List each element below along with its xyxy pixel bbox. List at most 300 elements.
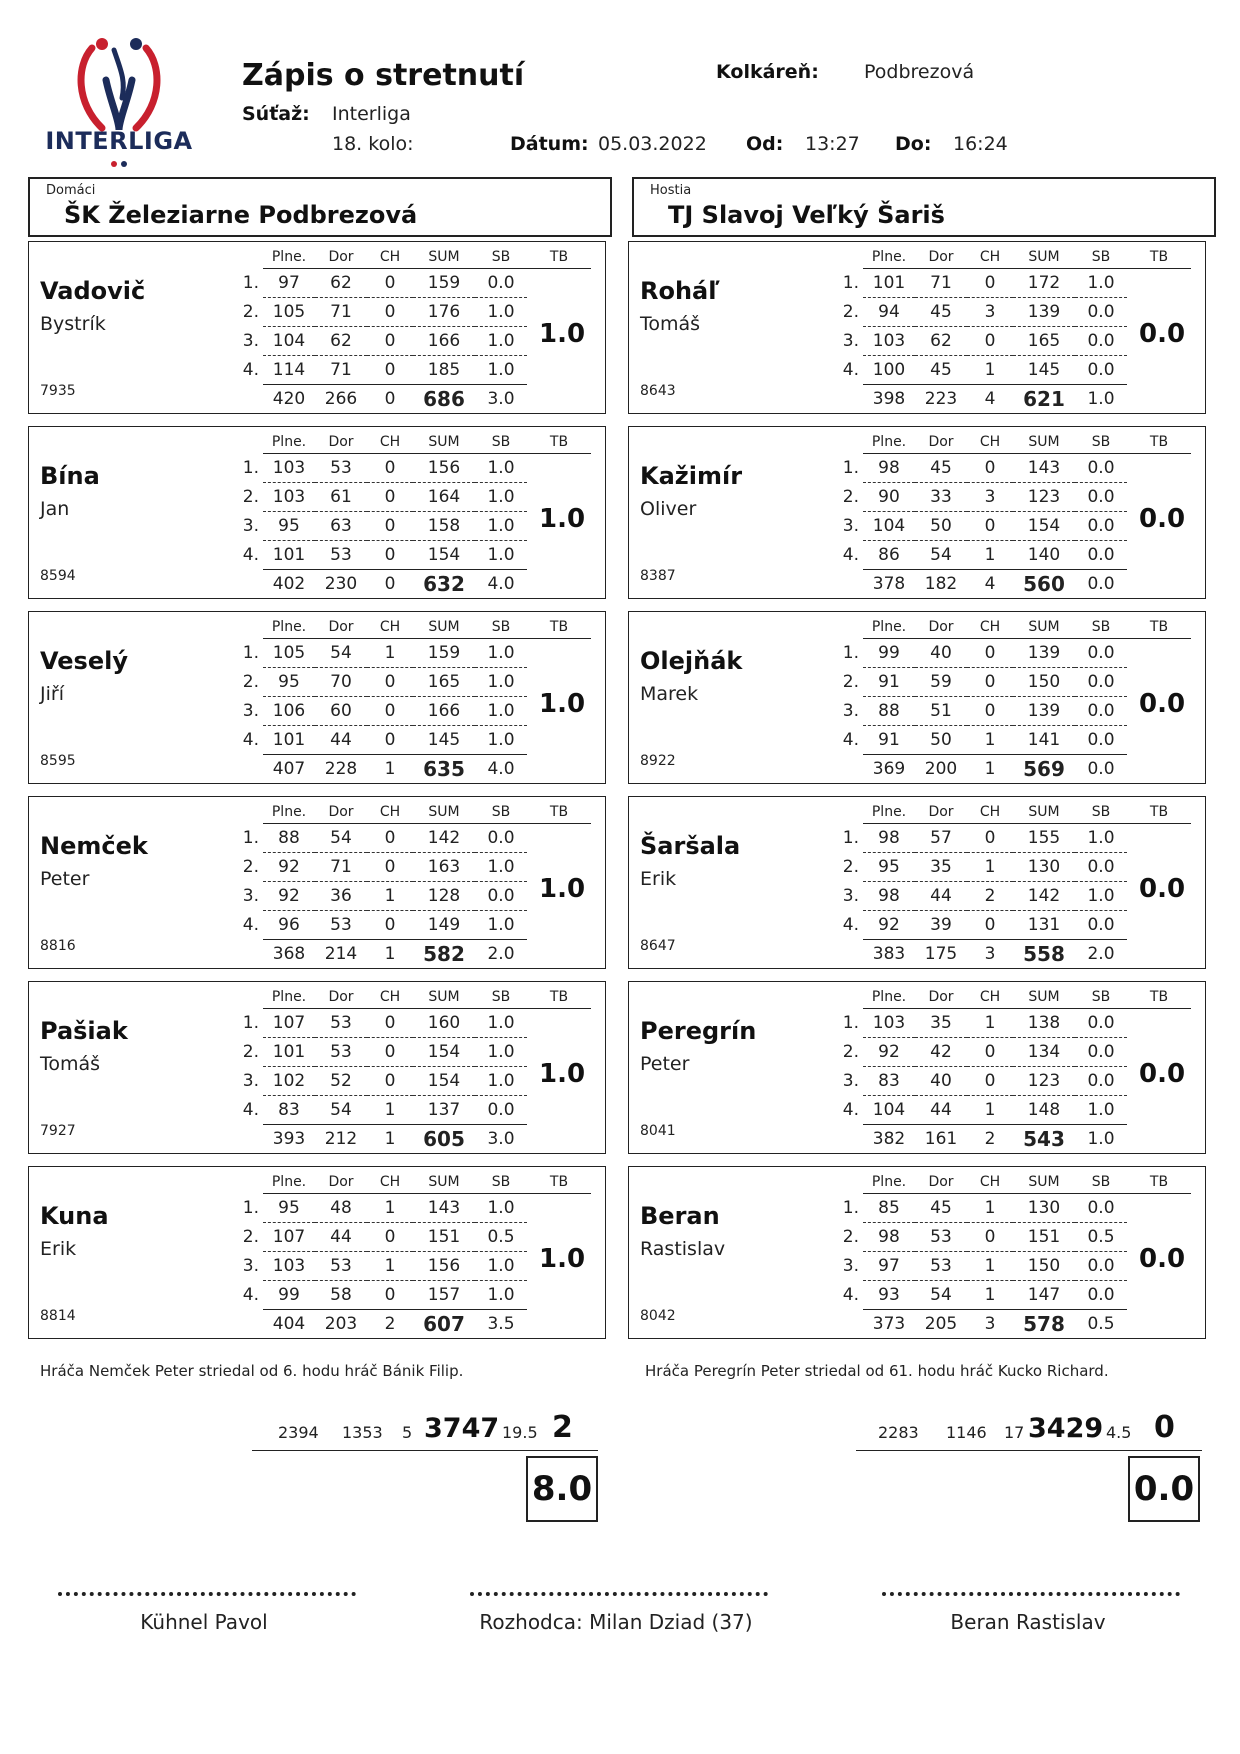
- score-cell: 97: [863, 1252, 915, 1281]
- score-cell: 33: [915, 483, 967, 512]
- score-cell: 151: [1013, 1223, 1075, 1252]
- table-row: [813, 1096, 1191, 1125]
- score-cell: 103: [863, 327, 915, 356]
- player-first-name: Erik: [40, 1238, 77, 1260]
- table-row: [213, 1009, 591, 1038]
- player-tb: 0.0: [1139, 1244, 1186, 1274]
- round-number: 1.: [242, 1013, 259, 1033]
- column-header: CH: [367, 986, 413, 1009]
- score-cell: 88: [263, 824, 315, 853]
- column-header: Dor: [915, 1171, 967, 1194]
- round-number: 4.: [242, 915, 259, 935]
- score-cell: 98: [863, 882, 915, 911]
- score-cell: 44: [915, 882, 967, 911]
- table-row: [213, 911, 591, 940]
- column-header: TB: [1127, 616, 1191, 639]
- column-header: TB: [527, 801, 591, 824]
- round-number: 2.: [242, 1042, 259, 1062]
- away-player-card: [628, 796, 1206, 969]
- round-number: 1.: [842, 1198, 859, 1218]
- total-cell: 203: [315, 1310, 367, 1339]
- player-tb: 1.0: [539, 874, 586, 904]
- column-header: SB: [475, 1171, 527, 1194]
- column-header: Plne.: [863, 431, 915, 454]
- score-cell: 143: [413, 1194, 475, 1223]
- away-total-sb: 4.5: [1106, 1423, 1132, 1442]
- score-cell: 99: [263, 1281, 315, 1310]
- column-header: CH: [967, 1171, 1013, 1194]
- table-row: [213, 1067, 591, 1096]
- total-cell: 368: [263, 940, 315, 969]
- away-signature-line: [882, 1592, 1180, 1596]
- column-header: SB: [475, 431, 527, 454]
- score-cell: 160: [413, 1009, 475, 1038]
- score-cell: 0.0: [475, 882, 527, 911]
- total-cell: 407: [263, 755, 315, 784]
- score-cell: 0.0: [475, 1096, 527, 1125]
- home-total-sb: 19.5: [502, 1423, 538, 1442]
- score-cell: 54: [315, 824, 367, 853]
- score-cell: 54: [915, 1281, 967, 1310]
- round-number: 2.: [242, 302, 259, 322]
- player-score-table: [813, 801, 1191, 968]
- total-cell: 635: [413, 755, 475, 784]
- column-header: TB: [527, 986, 591, 1009]
- score-cell: 0.0: [1075, 356, 1127, 385]
- score-cell: 51: [915, 697, 967, 726]
- round-number: 1.: [842, 273, 859, 293]
- column-header: SUM: [1013, 246, 1075, 269]
- score-cell: 45: [915, 1194, 967, 1223]
- score-cell: 164: [413, 483, 475, 512]
- total-row: [813, 755, 1191, 784]
- score-cell: 150: [1013, 1252, 1075, 1281]
- column-header: Dor: [315, 801, 367, 824]
- score-cell: 0: [367, 1067, 413, 1096]
- score-cell: 48: [315, 1194, 367, 1223]
- player-last-name: Olejňák: [640, 647, 743, 675]
- score-cell: 1: [967, 356, 1013, 385]
- player-id: 8814: [40, 1308, 76, 1324]
- round-number: 4.: [842, 545, 859, 565]
- total-cell: 369: [863, 755, 915, 784]
- round-number: 1.: [242, 643, 259, 663]
- column-header: TB: [1127, 431, 1191, 454]
- total-cell: 3.0: [475, 385, 527, 414]
- score-cell: 0.0: [1075, 726, 1127, 755]
- total-cell: 200: [915, 755, 967, 784]
- column-header: Dor: [915, 616, 967, 639]
- total-cell: 3: [967, 940, 1013, 969]
- column-header: SUM: [413, 986, 475, 1009]
- score-cell: 0.0: [1075, 1194, 1127, 1223]
- score-cell: 95: [263, 668, 315, 697]
- away-caption: Hostia: [650, 183, 692, 198]
- player-id: 8387: [640, 568, 676, 584]
- column-header: SUM: [413, 616, 475, 639]
- player-score-table: [813, 616, 1191, 783]
- score-cell: 0: [967, 668, 1013, 697]
- score-cell: 0.5: [475, 1223, 527, 1252]
- round-number: 3.: [842, 1256, 859, 1276]
- total-cell: 2.0: [475, 940, 527, 969]
- score-cell: 159: [413, 639, 475, 668]
- column-header: CH: [367, 616, 413, 639]
- column-header: TB: [527, 431, 591, 454]
- score-cell: 0.0: [1075, 298, 1127, 327]
- score-cell: 165: [1013, 327, 1075, 356]
- score-cell: 1.0: [475, 541, 527, 570]
- column-header: TB: [1127, 986, 1191, 1009]
- round-number: 3.: [842, 1071, 859, 1091]
- score-cell: 1.0: [475, 1009, 527, 1038]
- total-cell: 378: [863, 570, 915, 599]
- total-cell: 393: [263, 1125, 315, 1154]
- away-total-dor: 1146: [946, 1423, 987, 1442]
- score-cell: 35: [915, 853, 967, 882]
- player-score-table: [813, 1171, 1191, 1338]
- table-row: [213, 483, 591, 512]
- score-cell: 131: [1013, 911, 1075, 940]
- score-cell: 95: [263, 1194, 315, 1223]
- column-header: SUM: [413, 246, 475, 269]
- table-row: [813, 1067, 1191, 1096]
- score-cell: 36: [315, 882, 367, 911]
- player-id: 8042: [640, 1308, 676, 1324]
- score-cell: 1.0: [1075, 882, 1127, 911]
- score-cell: 45: [915, 454, 967, 483]
- total-cell: 0.5: [1075, 1310, 1127, 1339]
- score-cell: 1.0: [475, 697, 527, 726]
- total-cell: 578: [1013, 1310, 1075, 1339]
- column-header: Plne.: [263, 1171, 315, 1194]
- score-cell: 3: [967, 483, 1013, 512]
- away-total-sum: 3429: [1028, 1413, 1104, 1444]
- total-cell: 0.0: [1075, 570, 1127, 599]
- table-row: [213, 1223, 591, 1252]
- score-cell: 0.0: [1075, 1281, 1127, 1310]
- score-cell: 128: [413, 882, 475, 911]
- score-cell: 1.0: [475, 726, 527, 755]
- column-header: SB: [475, 616, 527, 639]
- player-id: 8595: [40, 753, 76, 769]
- score-cell: 96: [263, 911, 315, 940]
- round-number: 1.: [242, 273, 259, 293]
- score-cell: 150: [1013, 668, 1075, 697]
- table-row: [813, 327, 1191, 356]
- player-first-name: Tomáš: [40, 1053, 101, 1075]
- home-totals: [252, 1410, 598, 1451]
- round-number: 3.: [242, 516, 259, 536]
- player-tb: 0.0: [1139, 689, 1186, 719]
- column-header: SB: [1075, 431, 1127, 454]
- home-caption: Domáci: [46, 183, 96, 198]
- score-cell: 1.0: [475, 356, 527, 385]
- score-cell: 39: [915, 911, 967, 940]
- score-cell: 35: [915, 1009, 967, 1038]
- total-row: [213, 1125, 591, 1154]
- score-cell: 71: [915, 269, 967, 298]
- player-tb: 0.0: [1139, 874, 1186, 904]
- player-score-table: [213, 616, 591, 783]
- column-header: SB: [475, 246, 527, 269]
- total-cell: 3: [967, 1310, 1013, 1339]
- column-header: Dor: [315, 986, 367, 1009]
- column-header: TB: [527, 1171, 591, 1194]
- score-cell: 83: [263, 1096, 315, 1125]
- table-row: [813, 1194, 1191, 1223]
- sutaz-label: Súťaž:: [242, 103, 310, 125]
- table-row: [813, 1252, 1191, 1281]
- total-cell: 2: [967, 1125, 1013, 1154]
- score-cell: 100: [863, 356, 915, 385]
- score-cell: 62: [315, 327, 367, 356]
- player-last-name: Kuna: [40, 1202, 109, 1230]
- score-cell: 123: [1013, 1067, 1075, 1096]
- away-total-plne: 2283: [878, 1423, 919, 1442]
- score-cell: 0.0: [1075, 668, 1127, 697]
- player-tb: 1.0: [539, 1059, 586, 1089]
- column-header: TB: [1127, 801, 1191, 824]
- score-cell: 0: [367, 1038, 413, 1067]
- total-cell: 1: [367, 940, 413, 969]
- score-cell: 45: [915, 298, 967, 327]
- player-tb: 0.0: [1139, 1059, 1186, 1089]
- total-cell: 223: [915, 385, 967, 414]
- score-cell: 0.0: [1075, 483, 1127, 512]
- score-cell: 98: [863, 824, 915, 853]
- score-cell: 156: [413, 1252, 475, 1281]
- player-tb: 0.0: [1139, 504, 1186, 534]
- player-last-name: Nemček: [40, 832, 148, 860]
- score-cell: 0.0: [1075, 697, 1127, 726]
- score-cell: 141: [1013, 726, 1075, 755]
- table-row: [813, 454, 1191, 483]
- score-cell: 0.0: [475, 824, 527, 853]
- round-number: 2.: [242, 672, 259, 692]
- score-cell: 145: [1013, 356, 1075, 385]
- total-row: [813, 1310, 1191, 1339]
- round-number: 2.: [842, 487, 859, 507]
- column-header: Dor: [315, 431, 367, 454]
- column-header: CH: [967, 246, 1013, 269]
- table-row: [213, 882, 591, 911]
- referee-signature-line: [470, 1592, 768, 1596]
- score-cell: 1: [967, 541, 1013, 570]
- column-header: Plne.: [263, 246, 315, 269]
- table-row: [213, 639, 591, 668]
- round-number: 3.: [842, 701, 859, 721]
- player-last-name: Vadovič: [40, 277, 146, 305]
- home-player-card: [28, 981, 606, 1154]
- total-cell: 1.0: [1075, 1125, 1127, 1154]
- round-number: 3.: [842, 331, 859, 351]
- total-cell: 4: [967, 570, 1013, 599]
- score-cell: 102: [263, 1067, 315, 1096]
- score-cell: 137: [413, 1096, 475, 1125]
- score-cell: 1: [967, 1096, 1013, 1125]
- round-number: 4.: [842, 730, 859, 750]
- score-cell: 0: [967, 269, 1013, 298]
- total-cell: 1: [367, 1125, 413, 1154]
- column-header: Plne.: [263, 801, 315, 824]
- referee-name: Rozhodca: Milan Dziad (37): [479, 1610, 753, 1634]
- score-cell: 145: [413, 726, 475, 755]
- score-cell: 163: [413, 853, 475, 882]
- column-header: Dor: [315, 246, 367, 269]
- total-cell: 161: [915, 1125, 967, 1154]
- score-cell: 1: [367, 1194, 413, 1223]
- score-cell: 0: [967, 697, 1013, 726]
- away-player-card: [628, 241, 1206, 414]
- away-signature-name: Beran Rastislav: [950, 1610, 1106, 1634]
- table-row: [213, 1252, 591, 1281]
- column-header: SB: [475, 801, 527, 824]
- end-value: 16:24: [953, 133, 1008, 155]
- score-cell: 1: [967, 1281, 1013, 1310]
- score-cell: 53: [315, 454, 367, 483]
- start-value: 13:27: [805, 133, 860, 155]
- score-cell: 0: [967, 1223, 1013, 1252]
- score-cell: 98: [863, 1223, 915, 1252]
- column-header: SB: [1075, 246, 1127, 269]
- total-cell: 3.5: [475, 1310, 527, 1339]
- score-cell: 0: [367, 697, 413, 726]
- table-row: [213, 269, 591, 298]
- score-cell: 139: [1013, 298, 1075, 327]
- player-score-table: [813, 431, 1191, 598]
- total-cell: 2.0: [1075, 940, 1127, 969]
- home-total-tb: 2: [552, 1410, 573, 1445]
- score-cell: 142: [413, 824, 475, 853]
- score-cell: 45: [915, 356, 967, 385]
- player-tb: 1.0: [539, 319, 586, 349]
- score-cell: 166: [413, 327, 475, 356]
- score-cell: 103: [263, 454, 315, 483]
- score-cell: 90: [863, 483, 915, 512]
- home-player-card: [28, 611, 606, 784]
- score-cell: 97: [263, 269, 315, 298]
- score-cell: 71: [315, 853, 367, 882]
- total-cell: 212: [315, 1125, 367, 1154]
- score-cell: 70: [315, 668, 367, 697]
- score-cell: 107: [263, 1009, 315, 1038]
- round-number: 3.: [842, 886, 859, 906]
- column-header: Plne.: [863, 1171, 915, 1194]
- column-header: SUM: [1013, 986, 1075, 1009]
- table-row: [213, 668, 591, 697]
- score-cell: 101: [263, 541, 315, 570]
- home-signature-line: [58, 1592, 356, 1596]
- column-header: SUM: [1013, 801, 1075, 824]
- total-cell: 582: [413, 940, 475, 969]
- date-value: 05.03.2022: [598, 133, 707, 155]
- total-cell: 607: [413, 1310, 475, 1339]
- player-score-table: [813, 246, 1191, 413]
- score-cell: 151: [413, 1223, 475, 1252]
- score-cell: 142: [1013, 882, 1075, 911]
- score-cell: 185: [413, 356, 475, 385]
- score-cell: 1.0: [475, 454, 527, 483]
- score-cell: 1.0: [475, 668, 527, 697]
- round-number: 1.: [842, 828, 859, 848]
- round-label: 18. kolo:: [332, 133, 414, 155]
- round-number: 1.: [242, 828, 259, 848]
- column-header: Dor: [315, 1171, 367, 1194]
- score-cell: 149: [413, 911, 475, 940]
- score-cell: 114: [263, 356, 315, 385]
- away-totals: [856, 1410, 1202, 1451]
- player-score-table: [213, 246, 591, 413]
- player-last-name: Šaršala: [640, 832, 741, 860]
- column-header: Dor: [915, 801, 967, 824]
- score-cell: 54: [915, 541, 967, 570]
- column-header: SUM: [413, 801, 475, 824]
- score-cell: 1.0: [475, 853, 527, 882]
- score-cell: 140: [1013, 541, 1075, 570]
- score-cell: 0: [967, 512, 1013, 541]
- total-cell: 1: [367, 755, 413, 784]
- column-header: Dor: [915, 431, 967, 454]
- player-last-name: Veselý: [40, 647, 128, 675]
- round-number: 1.: [842, 643, 859, 663]
- total-cell: 560: [1013, 570, 1075, 599]
- table-row: [813, 726, 1191, 755]
- column-header: Plne.: [863, 801, 915, 824]
- home-team-box: [28, 177, 612, 237]
- score-cell: 50: [915, 512, 967, 541]
- total-cell: 420: [263, 385, 315, 414]
- score-cell: 0: [967, 824, 1013, 853]
- score-cell: 154: [413, 1038, 475, 1067]
- total-cell: 214: [315, 940, 367, 969]
- total-row: [213, 755, 591, 784]
- score-cell: 166: [413, 697, 475, 726]
- column-header: Plne.: [863, 246, 915, 269]
- table-row: [813, 1223, 1191, 1252]
- table-row: [813, 512, 1191, 541]
- score-cell: 0.0: [1075, 454, 1127, 483]
- score-cell: 58: [315, 1281, 367, 1310]
- player-score-table: [213, 801, 591, 968]
- score-cell: 0: [967, 1067, 1013, 1096]
- score-cell: 0.0: [1075, 853, 1127, 882]
- player-last-name: Bína: [40, 462, 100, 490]
- score-cell: 1: [367, 639, 413, 668]
- home-total-sum: 3747: [424, 1413, 500, 1444]
- round-number: 3.: [842, 516, 859, 536]
- score-cell: 86: [863, 541, 915, 570]
- home-total-dor: 1353: [342, 1423, 383, 1442]
- score-cell: 103: [263, 1252, 315, 1281]
- score-cell: 0: [367, 454, 413, 483]
- end-label: Do:: [895, 133, 932, 155]
- player-first-name: Erik: [640, 868, 677, 890]
- score-cell: 62: [915, 327, 967, 356]
- score-cell: 42: [915, 1038, 967, 1067]
- score-cell: 1.0: [1075, 824, 1127, 853]
- logo-text: INTERLIGA: [45, 127, 193, 155]
- column-header: Plne.: [263, 616, 315, 639]
- player-score-table: [813, 986, 1191, 1153]
- player-id: 8922: [640, 753, 676, 769]
- score-cell: 134: [1013, 1038, 1075, 1067]
- total-cell: 632: [413, 570, 475, 599]
- table-row: [813, 882, 1191, 911]
- total-cell: 373: [863, 1310, 915, 1339]
- total-row: [813, 940, 1191, 969]
- home-signature-name: Kühnel Pavol: [140, 1610, 268, 1634]
